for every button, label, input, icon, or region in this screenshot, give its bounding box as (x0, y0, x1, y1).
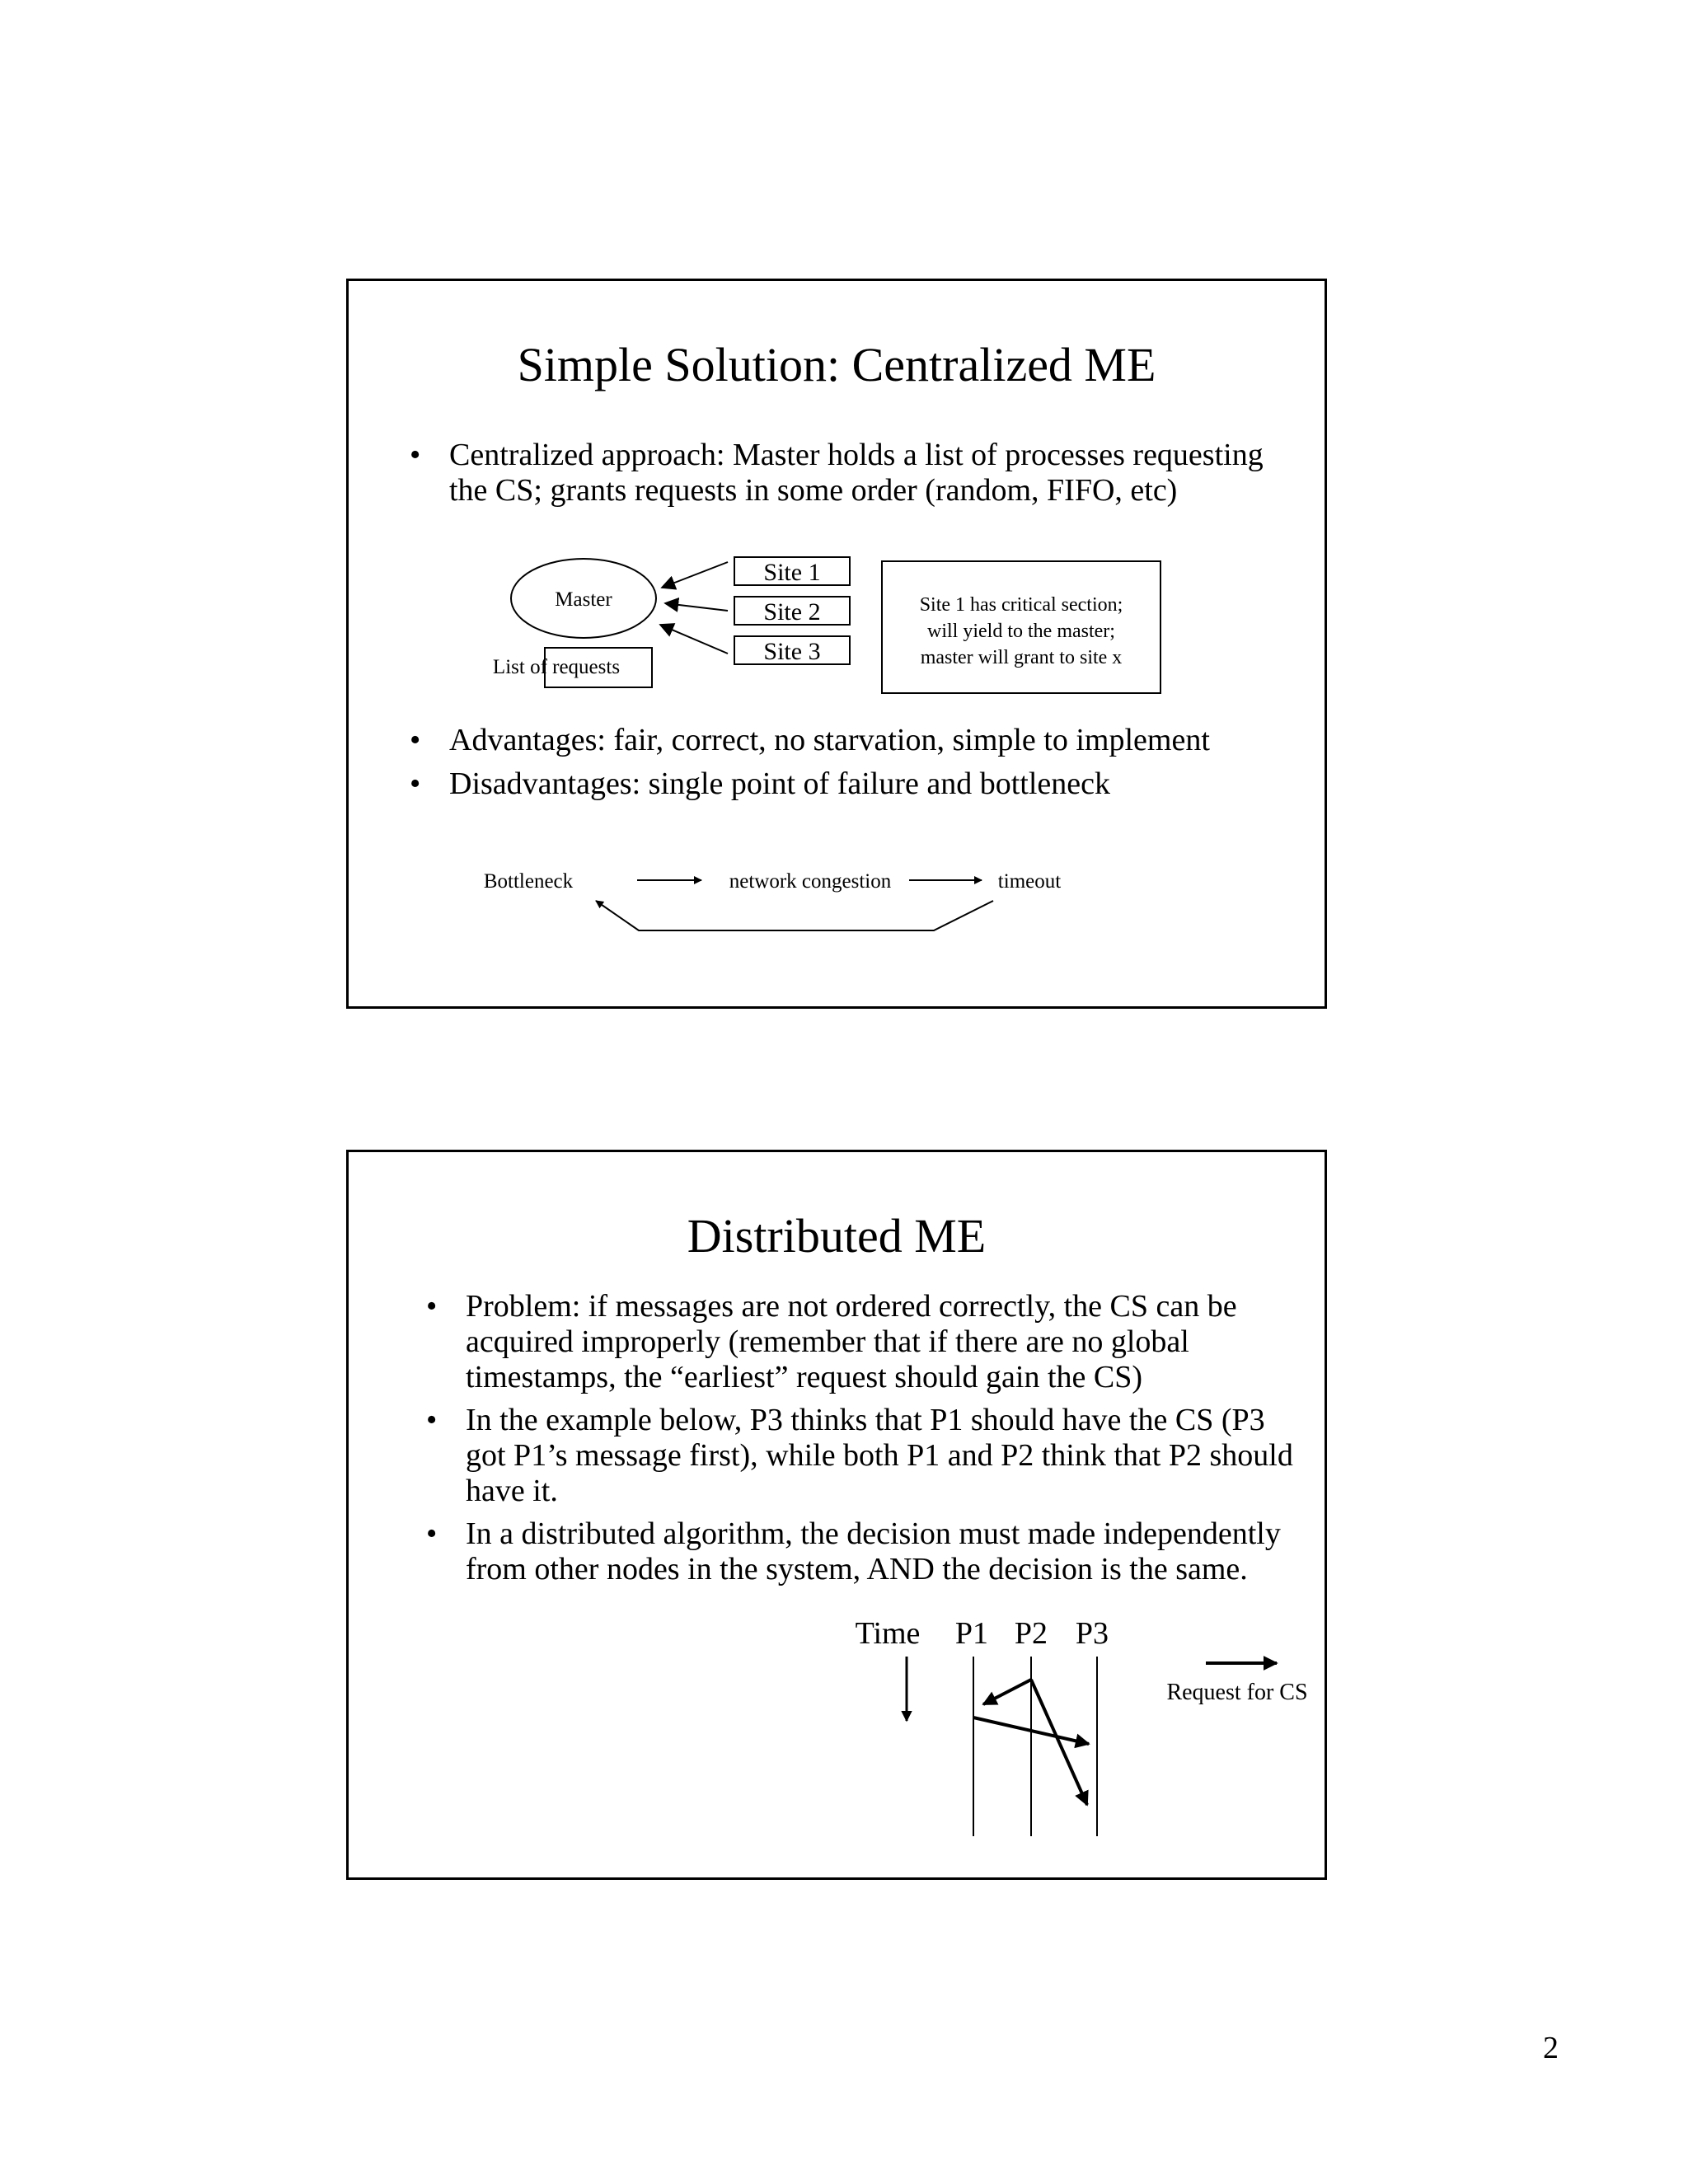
master-label: Master (555, 588, 612, 611)
note-line: master will grant to site x (920, 647, 1123, 668)
message-p2-to-p1 (983, 1680, 1031, 1704)
slide-title: Distributed ME (687, 1209, 987, 1263)
site-1-label: Site 1 (763, 559, 821, 586)
page-number: 2 (1543, 2031, 1559, 2065)
slide-distributed-me (346, 1150, 1327, 1880)
legend-label: Request for CS (1166, 1680, 1308, 1705)
site-3-label: Site 3 (763, 638, 821, 665)
bullet-item: • In a distributed algorithm, the decision must made independently from other nodes in the system, AND the decision is the same. (421, 1516, 1295, 1587)
process-p1-label: P1 (954, 1616, 989, 1651)
bottleneck-cycle-diagram (349, 281, 1329, 1011)
process-p3-label: P3 (1075, 1616, 1109, 1651)
bullet-item: • Advantages: fair, correct, no starvation, simple to implement (405, 723, 1278, 758)
bullet-item: • Centralized approach: Master holds a list of processes requesting the CS; grants requests in some order (random, FIFO, etc) (405, 438, 1278, 509)
bullet-item: • Disadvantages: single point of failure and bottleneck (405, 766, 1278, 802)
list-of-requests-label: List of requests (492, 656, 621, 678)
bullet-item: • In the example below, P3 thinks that P1 should have the CS (P3 got P1’s message first), while both P1 and P2 think that P2 should have it. (421, 1403, 1295, 1509)
slide-centralized-me (346, 279, 1327, 1009)
cycle-item-timeout: timeout (997, 870, 1062, 893)
time-label: Time (855, 1616, 921, 1651)
arrow-timeout-bottleneck (596, 901, 993, 930)
note-line: will yield to the master; (927, 621, 1115, 642)
site-2-label: Site 2 (763, 598, 821, 626)
slide-title: Simple Solution: Centralized ME (517, 338, 1156, 391)
process-p2-label: P2 (1014, 1616, 1048, 1651)
cycle-item-bottleneck: Bottleneck (483, 870, 574, 893)
timeline-diagram (349, 1152, 1329, 1882)
bullet-item: • Problem: if messages are not ordered correctly, the CS can be acquired improperly (remember that if there are no global timestamps, the “earliest” request should gain the CS) (421, 1289, 1295, 1395)
note-line: Site 1 has critical section; (919, 594, 1123, 616)
cycle-item-network-congestion: network congestion (729, 870, 892, 893)
